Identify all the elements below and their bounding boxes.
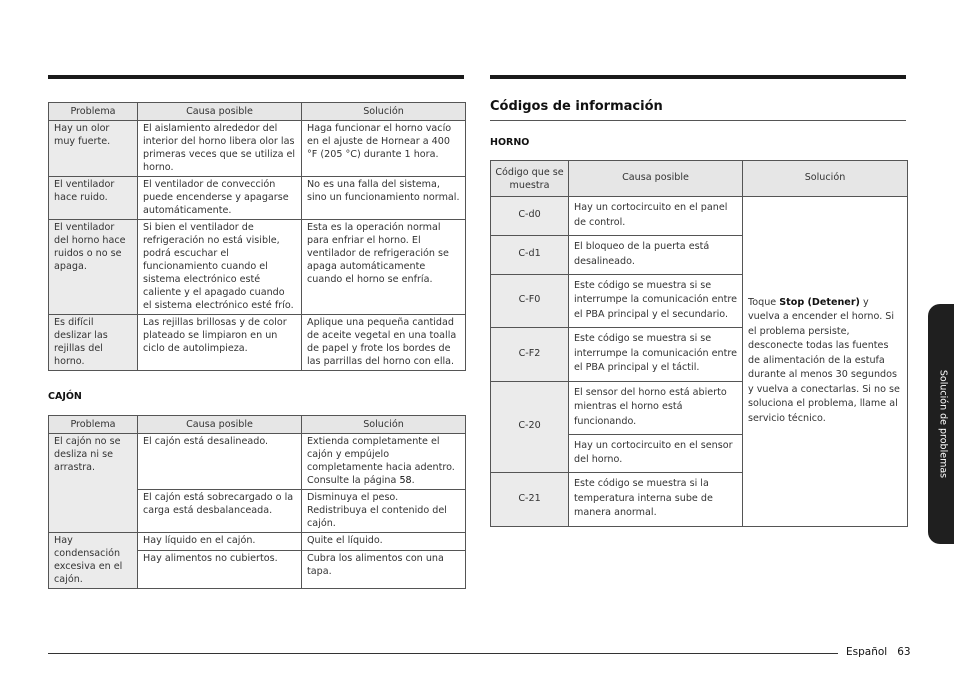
problem-cell: El cajón no se desliza ni se arrastra. [49, 434, 138, 533]
solution-cell [302, 434, 466, 490]
drawer-section-label: CAJÓN [48, 391, 82, 402]
cause-cell: El cajón está desalineado. [138, 434, 302, 490]
cause-cell: El bloqueo de la puerta está desalineado. [569, 236, 743, 275]
chapter-side-tab [928, 304, 954, 544]
page-reference-link[interactable]: 58 [399, 475, 412, 486]
solution-text-end: y vuelva a encender el horno. Si el problema persiste, desconecte todas las fuentes de alimentación de la estufa durante al menos 30 segundos y vuelva a conectarlas. Si no se soluciona el problema, llame al servicio técnico. [748, 296, 900, 424]
code-cell: C-F2 [491, 328, 569, 382]
header-problem: Problema [49, 416, 138, 434]
stop-button-reference: Stop (Detener) [779, 296, 860, 308]
table-row [491, 197, 908, 236]
header-solution: Solución [743, 161, 908, 197]
table-row [49, 220, 466, 315]
cause-cell: Hay un cortocircuito en el sensor del horno. [569, 435, 743, 473]
header-code: Código que se muestra [491, 161, 569, 197]
solution-cell: Cubra los alimentos con una tapa. [302, 551, 466, 589]
table-row [49, 315, 466, 371]
troubleshooting-table-drawer [48, 415, 466, 589]
cause-cell: Hay alimentos no cubiertos. [138, 551, 302, 589]
problem-cell: Hay condensación excesiva en el cajón. [49, 533, 138, 589]
code-cell: C-d1 [491, 236, 569, 275]
table-row [49, 434, 466, 490]
header-cause: Causa posible [138, 103, 302, 121]
cause-cell: Este código se muestra si la temperatura interna sube de manera anormal. [569, 473, 743, 527]
solution-cell: Esta es la operación normal para enfriar el horno. El ventilador de refrigeración se apaga automáticamente cuando el horno se enfría. [302, 220, 466, 315]
solution-cell: Aplique una pequeña cantidad de aceite vegetal en una toalla de papel y frote los bordes de las parrillas del horno con ella. [302, 315, 466, 371]
code-cell: C-21 [491, 473, 569, 527]
heading-rule [490, 120, 906, 121]
solution-cell [743, 197, 908, 527]
table-header-row [49, 103, 466, 121]
oven-section-label: HORNO [490, 137, 530, 148]
solution-cell: Quite el líquido. [302, 533, 466, 551]
problem-cell: El ventilador hace ruido. [49, 177, 138, 220]
footer [846, 646, 911, 658]
cause-cell: Este código se muestra si se interrumpe la comunicación entre el PBA principal y el secundario. [569, 275, 743, 328]
problem-cell: Hay un olor muy fuerte. [49, 121, 138, 177]
cause-cell: El aislamiento alrededor del interior del horno libera olor las primeras veces que se utiliza el horno. [138, 121, 302, 177]
table-header-row [491, 161, 908, 197]
top-rule-right [490, 75, 906, 79]
section-heading: Códigos de información [490, 99, 663, 114]
footer-language: Español [846, 646, 888, 658]
cause-cell: Si bien el ventilador de refrigeración no está visible, podrá escuchar el funcionamiento cuando el sistema electrónico esté caliente y el apagado cuando el sistema electrónico esté frío. [138, 220, 302, 315]
header-solution: Solución [302, 416, 466, 434]
code-cell: C-20 [491, 382, 569, 473]
cause-cell: El sensor del horno está abierto mientras el horno está funcionando. [569, 382, 743, 435]
top-rule-left [48, 75, 464, 79]
troubleshooting-table-oven [48, 102, 466, 371]
solution-cell: Disminuya el peso. Redistribuya el contenido del cajón. [302, 490, 466, 533]
solution-cell: No es una falla del sistema, sino un funcionamiento normal. [302, 177, 466, 220]
header-problem: Problema [49, 103, 138, 121]
header-cause: Causa posible [569, 161, 743, 197]
header-solution: Solución [302, 103, 466, 121]
code-cell: C-F0 [491, 275, 569, 328]
solution-cell: Haga funcionar el horno vacío en el ajuste de Hornear a 400 °F (205 °C) durante 1 hora. [302, 121, 466, 177]
page-number: 63 [897, 646, 911, 658]
header-cause: Causa posible [138, 416, 302, 434]
table-row [49, 177, 466, 220]
cause-cell: Este código se muestra si se interrumpe la comunicación entre el PBA principal y el táctil. [569, 328, 743, 382]
cause-cell: Hay líquido en el cajón. [138, 533, 302, 551]
table-row [49, 121, 466, 177]
footer-rule [48, 653, 838, 654]
table-header-row [49, 416, 466, 434]
chapter-side-tab-label: Solución de problemas [937, 369, 949, 479]
cause-cell: Las rejillas brillosas y de color plateado se limpiaron en un ciclo de autolimpieza. [138, 315, 302, 371]
solution-text: Extienda completamente el cajón y empújelo completamente hacia adentro. Consulte la página [307, 436, 455, 486]
code-cell: C-d0 [491, 197, 569, 236]
cause-cell: El ventilador de convección puede encenderse y apagarse automáticamente. [138, 177, 302, 220]
cause-cell: El cajón está sobrecargado o la carga está desbalanceada. [138, 490, 302, 533]
info-codes-table [490, 160, 908, 527]
solution-text: Toque [748, 296, 780, 308]
problem-cell: El ventilador del horno hace ruidos o no se apaga. [49, 220, 138, 315]
table-row [49, 533, 466, 551]
solution-text-end: . [411, 475, 415, 486]
cause-cell: Hay un cortocircuito en el panel de control. [569, 197, 743, 236]
problem-cell: Es difícil deslizar las rejillas del horno. [49, 315, 138, 371]
